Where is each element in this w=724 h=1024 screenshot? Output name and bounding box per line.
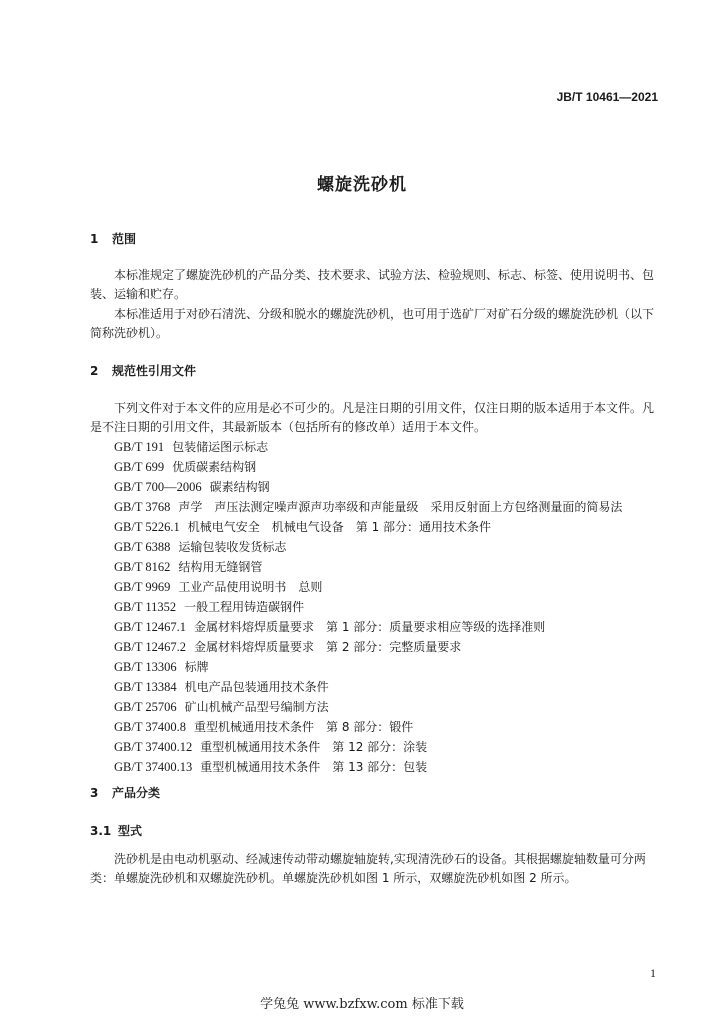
ref-code: GB/T 13384 [114, 680, 177, 694]
ref-title: 声学 声压法测定噪声源声功率级和声能量级 采用反射面上方包络测量面的简易法 [178, 500, 623, 514]
list-item [114, 677, 622, 697]
section-number: 3 [90, 786, 99, 800]
ref-code: GB/T 37400.13 [114, 760, 193, 774]
ref-code: GB/T 191 [114, 440, 165, 454]
reference-list [114, 437, 622, 777]
ref-code: GB/T 13306 [114, 660, 177, 674]
section-title: 规范性引用文件 [112, 364, 197, 378]
ref-title: 包装储运图示标志 [172, 440, 269, 454]
list-item [114, 737, 622, 757]
section-number: 1 [90, 232, 99, 246]
list-item [114, 577, 622, 597]
ref-code: GB/T 700—2006 [114, 480, 202, 494]
list-item [114, 557, 622, 577]
ref-title: 工业产品使用说明书 总则 [178, 580, 323, 594]
ref-code: GB/T 37400.8 [114, 720, 186, 734]
list-item [114, 497, 622, 517]
document-title: 螺旋洗砂机 [317, 175, 407, 195]
ref-title: 一般工程用铸造碳钢件 [184, 600, 305, 614]
scope-paragraph-2: 本标准适用于对砂石清洗、分级和脱水的螺旋洗砂机，也可用于选矿厂对矿石分级的螺旋洗砂机（以下简称洗砂机）。 [90, 307, 655, 340]
ref-title: 机械电气安全 机械电气设备 第 1 部分：通用技术条件 [187, 520, 492, 534]
section-3-1-heading [90, 822, 142, 839]
section-number: 3.1 [90, 824, 112, 838]
list-item [114, 537, 622, 557]
section-3-heading [90, 784, 160, 801]
section-title: 范围 [112, 232, 137, 246]
list-item [114, 697, 622, 717]
ref-code: GB/T 25706 [114, 700, 177, 714]
standard-code: JB/T 10461—2021 [556, 90, 658, 104]
ref-title: 优质碳素结构钢 [172, 460, 257, 474]
ref-title: 金属材料熔焊质量要求 第 1 部分：质量要求相应等级的选择准则 [194, 620, 546, 634]
ref-code: GB/T 37400.12 [114, 740, 193, 754]
list-item [114, 617, 622, 637]
ref-title: 标牌 [184, 660, 209, 674]
section-number: 2 [90, 364, 99, 378]
watermark-text: 学兔兔 www.bzfxw.com 标准下载 [260, 997, 464, 1012]
ref-code: GB/T 8162 [114, 560, 171, 574]
ref-title: 矿山机械产品型号编制方法 [184, 700, 329, 714]
ref-code: GB/T 3768 [114, 500, 171, 514]
ref-code: GB/T 12467.2 [114, 640, 186, 654]
ref-title: 重型机械通用技术条件 第 12 部分：涂装 [200, 740, 428, 754]
list-item [114, 517, 622, 537]
list-item [114, 637, 622, 657]
ref-code: GB/T 6388 [114, 540, 171, 554]
section-title: 型式 [118, 824, 143, 838]
normative-intro: 下列文件对于本文件的应用是必不可少的。凡是注日期的引用文件，仅注日期的版本适用于本文件。凡是不注日期的引用文件，其最新版本（包括所有的修改单）适用于本文件。 [90, 401, 655, 434]
ref-title: 机电产品包装通用技术条件 [184, 680, 329, 694]
section-1-heading [90, 230, 136, 247]
list-item [114, 757, 622, 777]
ref-code: GB/T 5226.1 [114, 520, 180, 534]
ref-title: 运输包装收发货标志 [178, 540, 287, 554]
page-number: 1 [650, 966, 656, 980]
section-2-heading [90, 362, 196, 379]
list-item [114, 457, 622, 477]
scope-paragraph-1: 本标准规定了螺旋洗砂机的产品分类、技术要求、试验方法、检验规则、标志、标签、使用说明书、包装、运输和贮存。 [90, 268, 655, 301]
list-item [114, 597, 622, 617]
ref-title: 结构用无缝钢管 [178, 560, 263, 574]
section-title: 产品分类 [112, 786, 161, 800]
list-item [114, 437, 622, 457]
ref-code: GB/T 699 [114, 460, 165, 474]
ref-title: 重型机械通用技术条件 第 13 部分：包装 [200, 760, 428, 774]
ref-title: 碳素结构钢 [209, 480, 270, 494]
list-item [114, 657, 622, 677]
list-item [114, 717, 622, 737]
ref-title: 金属材料熔焊质量要求 第 2 部分：完整质量要求 [194, 640, 462, 654]
ref-code: GB/T 11352 [114, 600, 177, 614]
ref-code: GB/T 9969 [114, 580, 171, 594]
list-item [114, 477, 622, 497]
ref-code: GB/T 12467.1 [114, 620, 186, 634]
type-paragraph: 洗砂机是由电动机驱动、经减速传动带动螺旋轴旋转,实现清洗砂石的设备。其根据螺旋轴数量可分两类：单螺旋洗砂机和双螺旋洗砂机。单螺旋洗砂机如图 1 所示，双螺旋洗砂机如图 2 所示。 [90, 852, 646, 885]
ref-title: 重型机械通用技术条件 第 8 部分：锻件 [194, 720, 414, 734]
